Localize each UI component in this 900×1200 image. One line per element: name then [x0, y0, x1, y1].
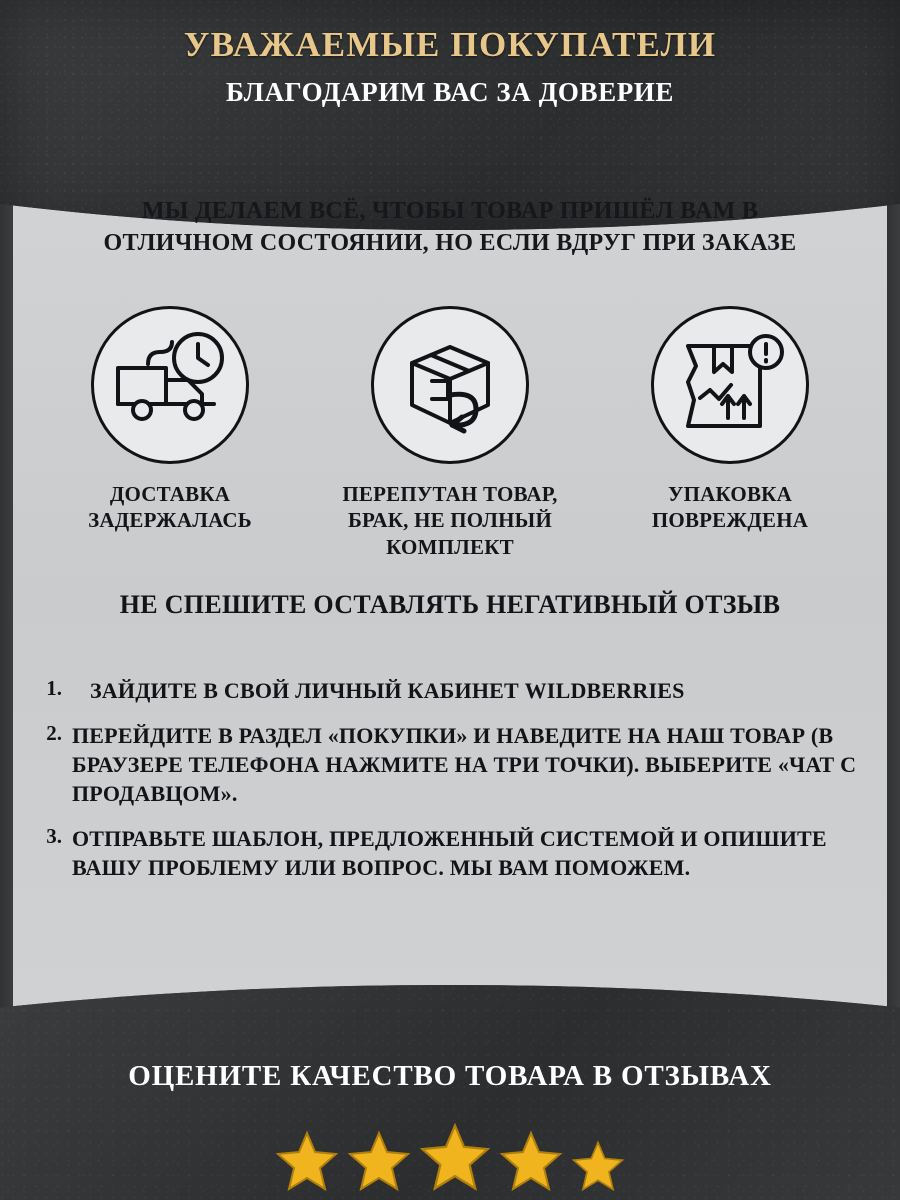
- star-rating: [0, 1122, 900, 1192]
- list-item: [22, 676, 882, 705]
- problem-caption: ПЕРЕПУТАН ТОВАР, БРАК, НЕ ПОЛНЫЙ КОМПЛЕКТ: [342, 482, 558, 559]
- problem-caption: ДОСТАВКА ЗАДЕРЖАЛАСЬ: [88, 482, 252, 533]
- step-text: ПЕРЕЙДИТЕ В РАЗДЕЛ «ПОКУПКИ» И НАВЕДИТЕ НА НАШ ТОВАР (В БРАУЗЕРЕ ТЕЛЕФОНА НАЖМИТЕ НА ТРИ ТОЧКИ). ВЫБЕРИТЕ «ЧАТ С ПРОДАВЦОМ».: [72, 723, 857, 807]
- step-text: ОТПРАВЬТЕ ШАБЛОН, ПРЕДЛОЖЕННЫЙ СИСТЕМОЙ И ОПИШИТЕ ВАШУ ПРОБЛЕМУ ИЛИ ВОПРОС. МЫ ВАМ ПОМОЖЕМ.: [72, 826, 827, 881]
- step-text: ЗАЙДИТЕ В СВОЙ ЛИЧНЫЙ КАБИНЕТ WILDBERRIES: [90, 678, 685, 703]
- star-icon: [499, 1130, 563, 1192]
- step-number: 2.: [46, 721, 62, 746]
- problem-item-delivery: [45, 306, 295, 560]
- star-icon: [347, 1130, 411, 1192]
- star-icon: [419, 1122, 491, 1192]
- intro-text: МЫ ДЕЛАЕМ ВСЁ, ЧТОБЫ ТОВАР ПРИШЁЛ ВАМ В ОТЛИЧНОМ СОСТОЯНИИ, НО ЕСЛИ ВДРУГ ПРИ ЗАКАЗЕ: [103, 198, 797, 256]
- box-return-arrow-icon: [371, 306, 529, 464]
- list-item: [22, 721, 882, 808]
- steps-list: [22, 676, 882, 898]
- problem-caption: УПАКОВКА ПОВРЕЖДЕНА: [651, 482, 809, 533]
- delivery-truck-clock-icon: [91, 306, 249, 464]
- step-number: 3.: [46, 824, 62, 849]
- problems-row: [45, 306, 855, 560]
- step-number: 1.: [46, 676, 62, 700]
- damaged-package-icon: [651, 306, 809, 464]
- problem-item-damaged-package: [605, 306, 855, 560]
- star-icon: [275, 1130, 339, 1192]
- footer-title: ОЦЕНИТЕ КАЧЕСТВО ТОВАРА В ОТЗЫВАХ: [128, 1060, 772, 1093]
- warning-text: НЕ СПЕШИТЕ ОСТАВЛЯТЬ НЕГАТИВНЫЙ ОТЗЫВ: [119, 590, 781, 619]
- page-title: УВАЖАЕМЫЕ ПОКУПАТЕЛИ: [183, 25, 717, 64]
- header-subtitle: БЛАГОДАРИМ ВАС ЗА ДОВЕРИЕ: [225, 77, 675, 107]
- problem-item-wrong-goods: [325, 306, 575, 560]
- star-icon: [571, 1140, 625, 1192]
- list-item: [22, 824, 882, 882]
